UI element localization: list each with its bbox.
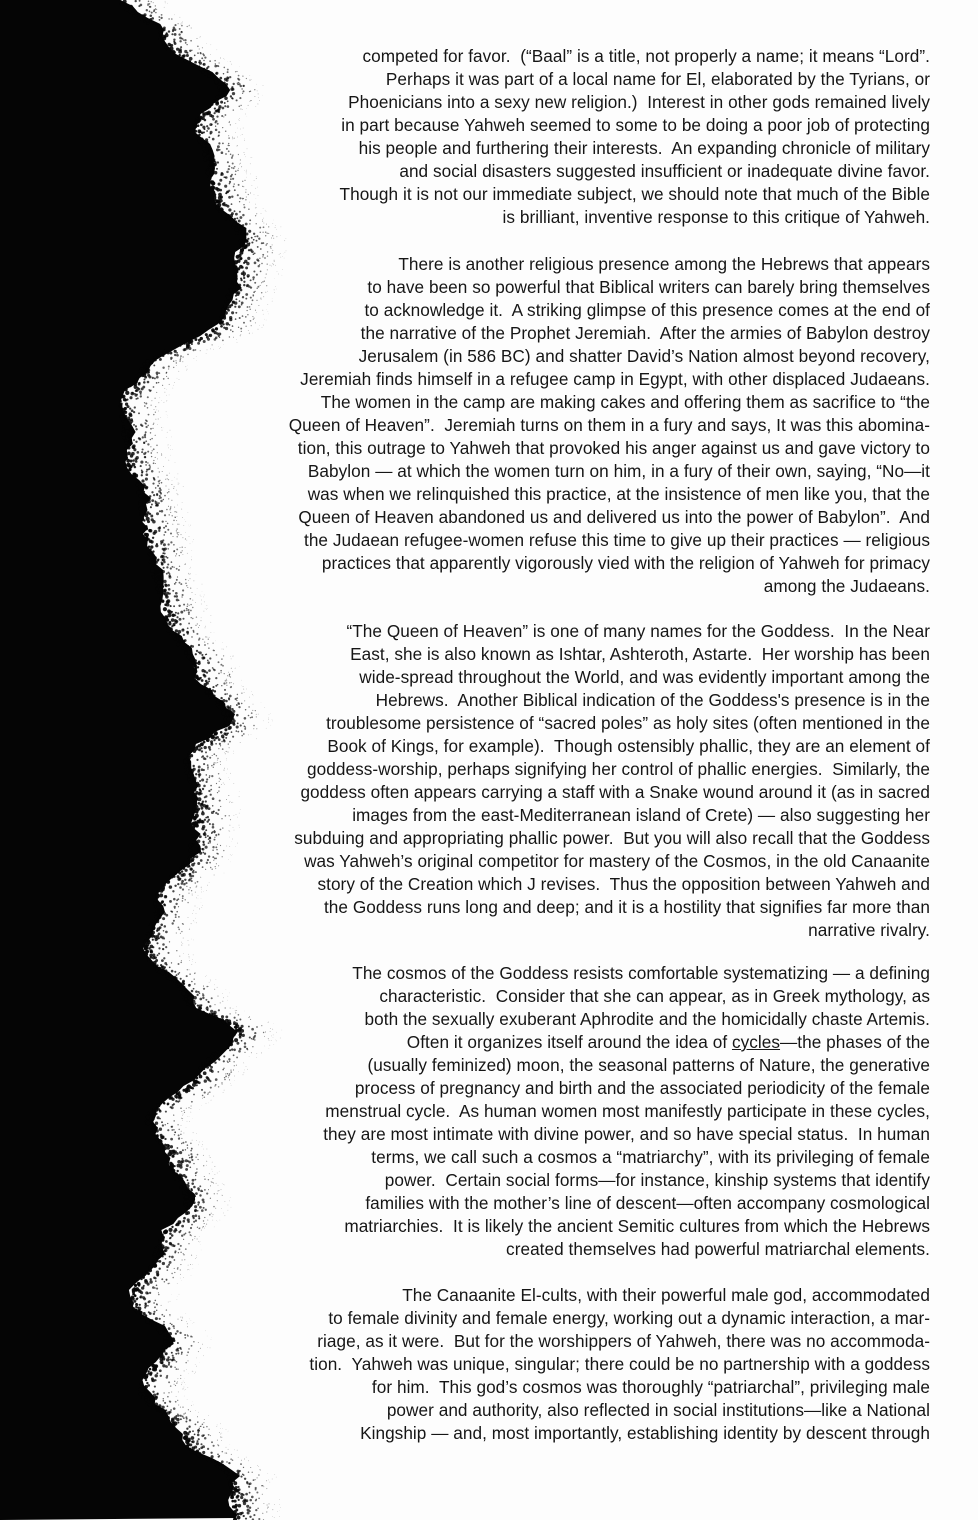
text-run: Often it organizes itself around the idea of — [406, 1032, 732, 1052]
text-line: to have been so powerful that Biblical writers can barely bring themselves — [367, 277, 930, 297]
text-line: tion, this outrage to Yahweh that provoked his anger against us and gave victory to — [297, 438, 930, 458]
text-line: terms, we call such a cosmos a “matriarchy”, with its privileging of female — [371, 1147, 930, 1167]
text-line: images from the east-Mediterranean island of Crete) — also suggesting her — [352, 805, 930, 825]
text-line: was when we relinquished this practice, at the insistence of men like you, that the — [307, 484, 930, 504]
text-line: to acknowledge it. A striking glimpse of this presence comes at the end of — [364, 300, 930, 320]
text-line: among the Judaeans. — [763, 576, 930, 596]
text-line — [407, 1031, 930, 1054]
text-line: matriarchies. It is likely the ancient Semitic cultures from which the Hebrews — [344, 1216, 930, 1236]
text-line: menstrual cycle. As human women most manifestly participate in these cycles, — [325, 1101, 930, 1121]
text-line: riage, as it were. But for the worshippers of Yahweh, there was no accommoda- — [317, 1331, 930, 1351]
text-line: power. Certain social forms—for instance, kinship systems that identify — [384, 1170, 930, 1190]
text-line: families with the mother’s line of descent—often accompany cosmological — [365, 1193, 930, 1213]
text-line: Jerusalem (in 586 BC) and shatter David’s Nation almost beyond recovery, — [358, 346, 930, 366]
text-line: Queen of Heaven abandoned us and delivered us into the power of Babylon”. And — [298, 507, 930, 527]
text-line: story of the Creation which J revises. Thus the opposition between Yahweh and — [317, 874, 930, 894]
text-line: There is another religious presence among the Hebrews that appears — [398, 254, 930, 274]
text-line: created themselves had powerful matriarchal elements. — [506, 1239, 930, 1259]
text-line: Babylon — at which the women turn on him, in a fury of their own, saying, “No—it — [307, 461, 930, 481]
text-line: Book of Kings, for example). Though ostensibly phallic, they are an element of — [327, 736, 930, 756]
text-line: Perhaps it was part of a local name for El, elaborated by the Tyrians, or — [385, 69, 930, 89]
text-line: practices that apparently vigorously vied with the religion of Yahweh for primacy — [321, 553, 930, 573]
text-line: subduing and appropriating phallic power. But you will also recall that the Goddess — [294, 828, 930, 848]
text-line: they are most intimate with divine power, and so have special status. In human — [323, 1124, 930, 1144]
text-line: Hebrews. Another Biblical indication of the Goddess's presence is in the — [375, 690, 930, 710]
text-line: goddess often appears carrying a staff with a Snake wound around it (as in sacred — [300, 782, 930, 802]
text-line: The women in the camp are making cakes and offering them as sacrifice to “the — [320, 392, 930, 412]
text-line: was Yahweh’s original competitor for mastery of the Cosmos, in the old Canaanite — [304, 851, 930, 871]
text-line: The Canaanite El-cults, with their powerful male god, accommodated — [402, 1285, 930, 1305]
text-line: is brilliant, inventive response to this critique of Yahweh. — [502, 207, 930, 227]
text-line: goddess-worship, perhaps signifying her control of phallic energies. Similarly, the — [307, 759, 930, 779]
text-line: and social disasters suggested insufficient or inadequate divine favor. — [399, 161, 930, 181]
text-line: competed for favor. (“Baal” is a title, not properly a name; it means “Lord”. — [362, 46, 930, 66]
text-line: Queen of Heaven”. Jeremiah turns on them in a fury and says, It was this abomina- — [288, 415, 930, 435]
text-line: The cosmos of the Goddess resists comfortable systematizing — a defining — [352, 963, 930, 983]
text-line: “The Queen of Heaven” is one of many names for the Goddess. In the Near — [346, 621, 930, 641]
text-line: narrative rivalry. — [808, 920, 930, 940]
text-line: wide-spread throughout the World, and was evidently important among the — [359, 667, 930, 687]
text-line: tion. Yahweh was unique, singular; there could be no partnership with a goddess — [309, 1354, 930, 1374]
text-line: power and authority, also reflected in social institutions—like a National — [386, 1400, 930, 1420]
text-line: to female divinity and female energy, working out a dynamic interaction, a mar- — [328, 1308, 930, 1328]
text-line: process of pregnancy and birth and the associated periodicity of the female — [354, 1078, 930, 1098]
text-line: the Judaean refugee-women refuse this time to give up their practices — religious — [304, 530, 930, 550]
text-line: Though it is not our immediate subject, we should note that much of the Bible — [339, 184, 930, 204]
text-line: Kingship — and, most importantly, establishing identity by descent through — [360, 1423, 930, 1443]
text-line: the Goddess runs long and deep; and it is a hostility that signifies far more than — [323, 897, 930, 917]
text-line: the narrative of the Prophet Jeremiah. After the armies of Babylon destroy — [360, 323, 930, 343]
text-line: both the sexually exuberant Aphrodite and the homicidally chaste Artemis. — [364, 1009, 930, 1029]
text-line: his people and furthering their interests. An expanding chronicle of military — [358, 138, 930, 158]
text-line: Jeremiah finds himself in a refugee camp in Egypt, with other displaced Judaeans. — [300, 369, 930, 389]
text-line: characteristic. Consider that she can appear, as in Greek mythology, as — [379, 986, 930, 1006]
underlined-word-cycles: cycles — [731, 1032, 781, 1052]
text-line: for him. This god’s cosmos was thoroughly “patriarchal”, privileging male — [371, 1377, 930, 1397]
text-line: East, she is also known as Ishtar, Ashteroth, Astarte. Her worship has been — [350, 644, 930, 664]
text-line: (usually feminized) moon, the seasonal patterns of Nature, the generative — [367, 1055, 930, 1075]
text-line: in part because Yahweh seemed to some to be doing a poor job of protecting — [341, 115, 930, 135]
text-line: troublesome persistence of “sacred poles” as holy sites (often mentioned in the — [326, 713, 930, 733]
text-line: Phoenicians into a sexy new religion.) Interest in other gods remained lively — [348, 92, 930, 112]
text-run: —the phases of the — [780, 1032, 930, 1052]
